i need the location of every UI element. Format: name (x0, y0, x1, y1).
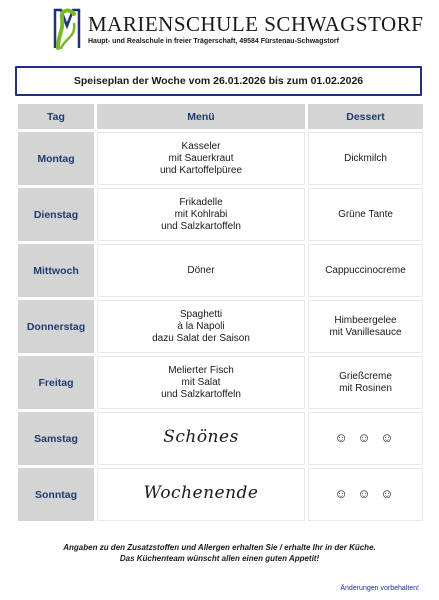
table-row (18, 356, 423, 409)
menu-line: mit Salat (181, 376, 221, 388)
school-name: MARIENSCHULE SCHWAGSTORF (88, 12, 424, 36)
table-row (18, 132, 423, 185)
menu-line: Kasseler (181, 140, 221, 152)
column-header-dessert: Dessert (308, 104, 423, 129)
table-row (18, 300, 423, 353)
table-row (18, 188, 423, 241)
appetite-note-line: Das Küchenteam wünscht allen einen guten Appetit! (119, 554, 320, 563)
dessert-line: mit Vanillesauce (329, 326, 402, 338)
dessert-cell (308, 356, 423, 409)
allergen-note-line: Angaben zu den Zusatzstoffen und Allergen erhalten Sie / erhalte Ihr in der Küche. (63, 543, 376, 552)
day-cell: Samstag (18, 412, 94, 465)
menu-cell (97, 244, 305, 297)
dessert-line: Grießcreme (339, 370, 392, 382)
table-row (18, 412, 423, 465)
day-cell: Donnerstag (18, 300, 94, 353)
menu-cell (97, 188, 305, 241)
menu-line: und Salzkartoffeln (161, 220, 241, 232)
menu-line: Spaghetti (179, 308, 223, 320)
menu-line: Frikadelle (179, 196, 223, 208)
table-header-row (18, 104, 423, 129)
day-cell: Mittwoch (18, 244, 94, 297)
table-row (18, 468, 423, 521)
column-header-menu: Menü (97, 104, 305, 129)
day-cell: Dienstag (18, 188, 94, 241)
menu-line: mit Sauerkraut (168, 152, 234, 164)
allergen-note (0, 542, 439, 564)
menu-cell (97, 132, 305, 185)
dessert-cell (308, 468, 423, 521)
menu-line: und Salzkartoffeln (161, 388, 241, 400)
handwritten-menu-text: Schönes (163, 427, 239, 447)
menu-line: Melierter Fisch (168, 364, 234, 376)
smiley-icons: ☺ ☺ ☺ (334, 485, 397, 501)
menu-line: und Kartoffelpüree (159, 164, 243, 176)
column-header-day: Tag (18, 104, 94, 129)
day-cell: Freitag (18, 356, 94, 409)
menu-line: dazu Salat der Saison (152, 332, 250, 344)
menu-line: à la Napoli (177, 320, 225, 332)
day-cell: Sonntag (18, 468, 94, 521)
dessert-cell (308, 300, 423, 353)
menu-title: Speiseplan der Woche vom 26.01.2026 bis zum 01.02.2026 (15, 66, 422, 96)
dessert-line: Himbeergelee (334, 314, 397, 326)
dessert-cell (308, 244, 423, 297)
menu-line: mit Kohlrabi (174, 208, 228, 220)
school-logo-ms-icon (52, 4, 82, 50)
dessert-cell (308, 188, 423, 241)
table-row (18, 244, 423, 297)
school-header (52, 4, 424, 52)
menu-cell (97, 468, 305, 521)
handwritten-menu-text: Wochenende (143, 483, 259, 503)
menu-cell (97, 356, 305, 409)
school-subtitle: Haupt- und Realschule in freier Trägerschaft, 49584 Fürstenau-Schwagstorf (88, 38, 339, 45)
dessert-cell (308, 132, 423, 185)
weekly-menu-table (15, 101, 426, 524)
dessert-line: Cappuccinocreme (325, 264, 406, 276)
changes-reserved-note: Änderungen vorbehalten! (340, 585, 419, 592)
menu-line: Döner (187, 264, 215, 276)
dessert-line: Grüne Tante (338, 208, 393, 220)
menu-cell (97, 300, 305, 353)
smiley-icons: ☺ ☺ ☺ (334, 429, 397, 445)
dessert-line: mit Rosinen (339, 382, 392, 394)
dessert-line: Dickmilch (344, 152, 387, 164)
day-cell: Montag (18, 132, 94, 185)
dessert-cell (308, 412, 423, 465)
menu-cell (97, 412, 305, 465)
